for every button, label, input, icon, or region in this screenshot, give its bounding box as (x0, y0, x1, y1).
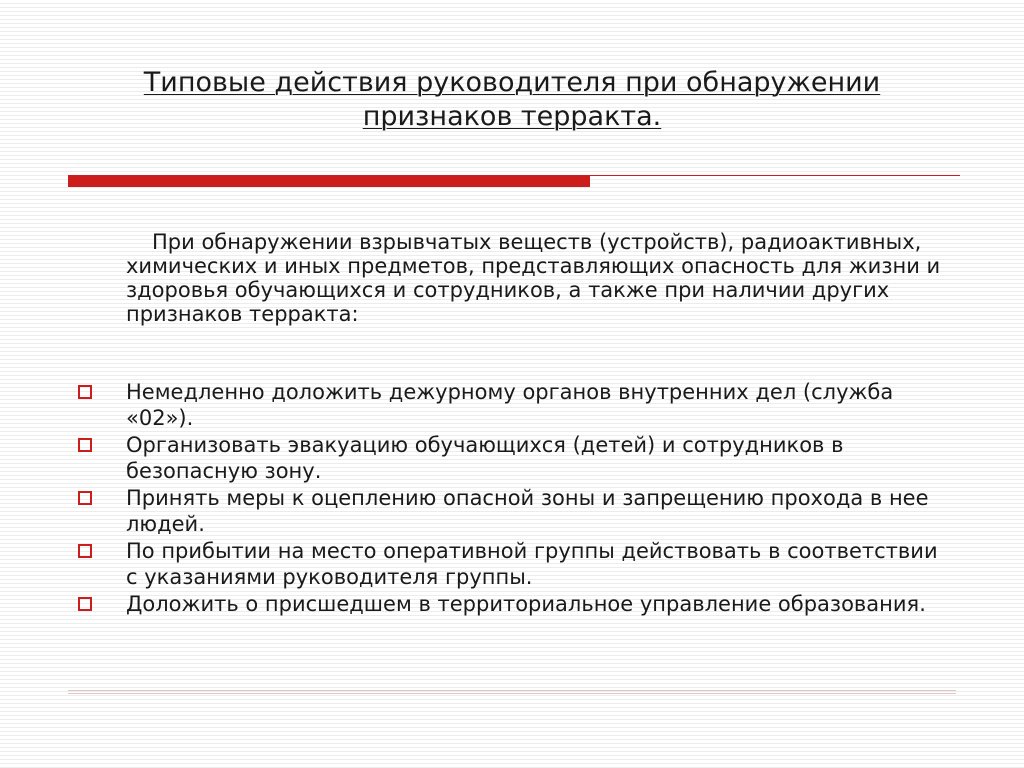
footer-divider (68, 690, 956, 694)
action-list (74, 379, 954, 618)
intro-paragraph: При обнаружении взрывчатых веществ (устройств), радиоактивных, химических и иных предметов, представляющих опасность для жизни и здоровья обучающихся и сотрудников, а также при наличии других признаков терракта: (126, 230, 941, 326)
list-item (74, 485, 954, 537)
hollow-square-icon (78, 438, 92, 452)
hollow-square-icon (78, 491, 92, 505)
slide-title-line-2: признаков терракта. (362, 101, 662, 132)
list-item-text: Принять меры к оцеплению опасной зоны и запрещению прохода в нее людей. (126, 486, 929, 536)
list-item (74, 591, 954, 617)
slide-title (68, 66, 956, 134)
hollow-square-icon (78, 597, 92, 611)
list-item (74, 432, 954, 484)
list-item-text: По прибытии на место оперативной группы действовать в соответствии с указаниями руководителя группы. (126, 539, 938, 589)
hollow-square-icon (78, 385, 92, 399)
list-item-text: Доложить о присшедшем в территориальное управление образования. (126, 592, 926, 616)
slide-title-line-1: Типовые действия руководителя при обнаружении (143, 67, 881, 98)
title-underline-thin (590, 175, 960, 176)
list-item-text: Немедленно доложить дежурному органов внутренних дел (служба «02»). (126, 380, 894, 430)
hollow-square-icon (78, 544, 92, 558)
list-item (74, 379, 954, 431)
list-item (74, 538, 954, 590)
title-underline-bar (68, 175, 590, 187)
list-item-text: Организовать эвакуацию обучающихся (детей) и сотрудников в безопасную зону. (126, 433, 844, 483)
